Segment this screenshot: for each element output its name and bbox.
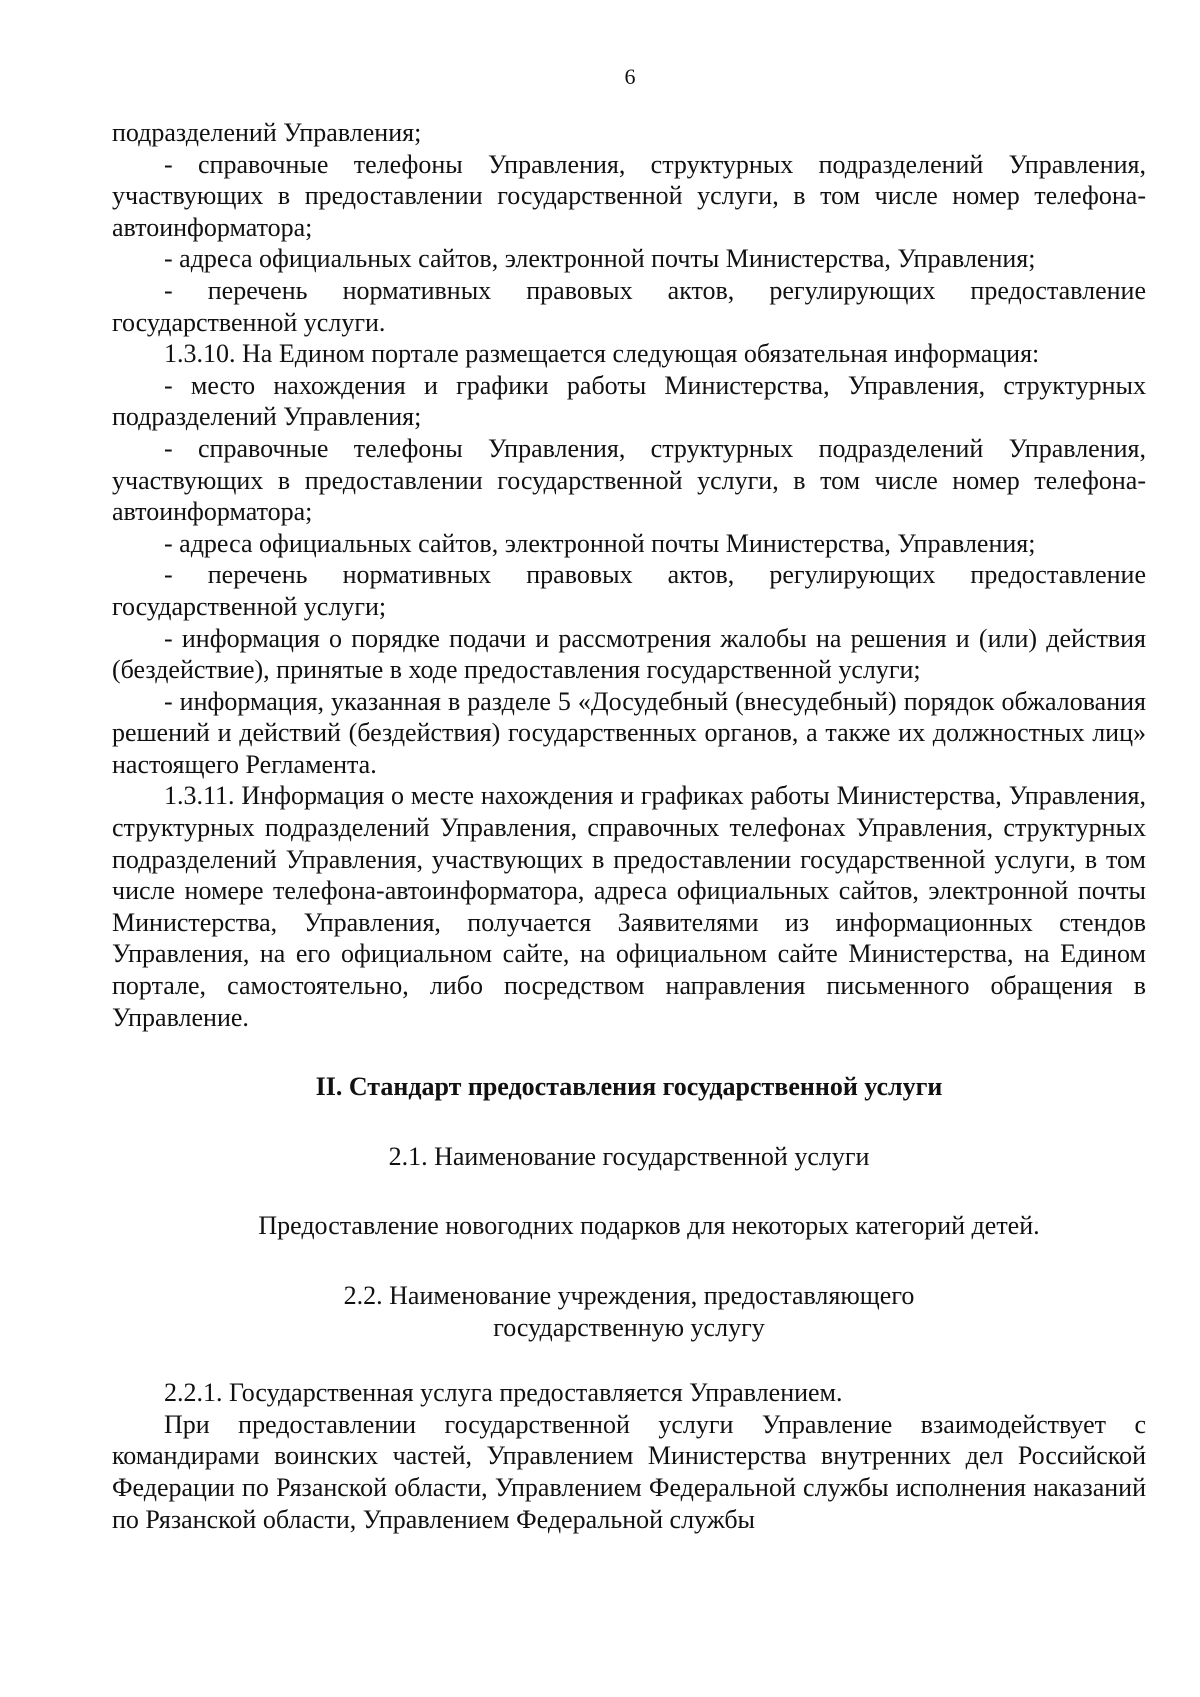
- paragraph: 1.3.10. На Едином портале размещается следующая обязательная информация:: [164, 339, 1040, 369]
- paragraph: - справочные телефоны Управления, структурных подразделений Управления, участвующих в предоставлении государственной услуги, в том числе номер телефона-автоинформатора;: [112, 149, 1146, 242]
- paragraph: - информация, указанная в разделе 5 «Досудебный (внесудебный) порядок обжалования решений и действий (бездействия) государственных органов, а также их должностных лиц» настоящего Регламента.: [112, 686, 1146, 779]
- subsection-heading-2-2: [112, 1280, 1146, 1343]
- subsection-heading-line: государственную услугу: [493, 1312, 765, 1342]
- paragraph: - перечень нормативных правовых актов, регулирующих предоставление государственной услуги.: [112, 275, 1146, 337]
- paragraph: - перечень нормативных правовых актов, регулирующих предоставление государственной услуги;: [112, 560, 1146, 621]
- section-title: II. Стандарт предоставления государственной услуги: [315, 1072, 943, 1102]
- document-body: [112, 117, 1146, 1535]
- paragraph: 2.2.1. Государственная услуга предоставляется Управлением.: [164, 1378, 843, 1408]
- subsection-heading-line: 2.2. Наименование учреждения, предоставляющего: [343, 1281, 915, 1310]
- subsection-heading-2-1: 2.1. Наименование государственной услуги: [388, 1141, 870, 1171]
- paragraph: - место нахождения и графики работы Министерства, Управления, структурных подразделений Управления;: [112, 370, 1146, 432]
- paragraph: 1.3.11. Информация о месте нахождения и графиках работы Министерства, Управления, структурных подразделений Управления, справочных телефонах Управления, структурных подразделений Управления, участвующих в предоставлении государственной услуги, в том числе номере телефона-автоинформатора, адреса официальных сайтов, электронной почты Министерства, Управления, получается Заявителями из информационных стендов Управления, на его официальном сайте, на официальном сайте Министерства, на Едином портале, самостоятельно, либо посредством направления письменного обращения в Управление.: [112, 781, 1146, 1032]
- service-name: Предоставление новогодних подарков для некоторых категорий детей.: [258, 1211, 1040, 1241]
- page-number: 6: [624, 64, 636, 89]
- paragraph: - информация о порядке подачи и рассмотрения жалобы на решения и (или) действия (бездействие), принятые в ходе предоставления государственной услуги;: [112, 623, 1146, 685]
- paragraph: подразделений Управления;: [112, 118, 422, 147]
- paragraph: При предоставлении государственной услуги Управление взаимодействует с командирами воинских частей, Управлением Министерства внутренних дел Российской Федерации по Рязанской области, Управлением Федеральной службы исполнения наказаний по Рязанской области, Управлением Федеральной службы: [112, 1409, 1146, 1534]
- paragraph: - справочные телефоны Управления, структурных подразделений Управления, участвующих в предоставлении государственной услуги, в том числе номер телефона-автоинформатора;: [112, 433, 1146, 527]
- paragraph: - адреса официальных сайтов, электронной почты Министерства, Управления;: [164, 244, 1036, 274]
- paragraph: - адреса официальных сайтов, электронной почты Министерства, Управления;: [164, 528, 1036, 558]
